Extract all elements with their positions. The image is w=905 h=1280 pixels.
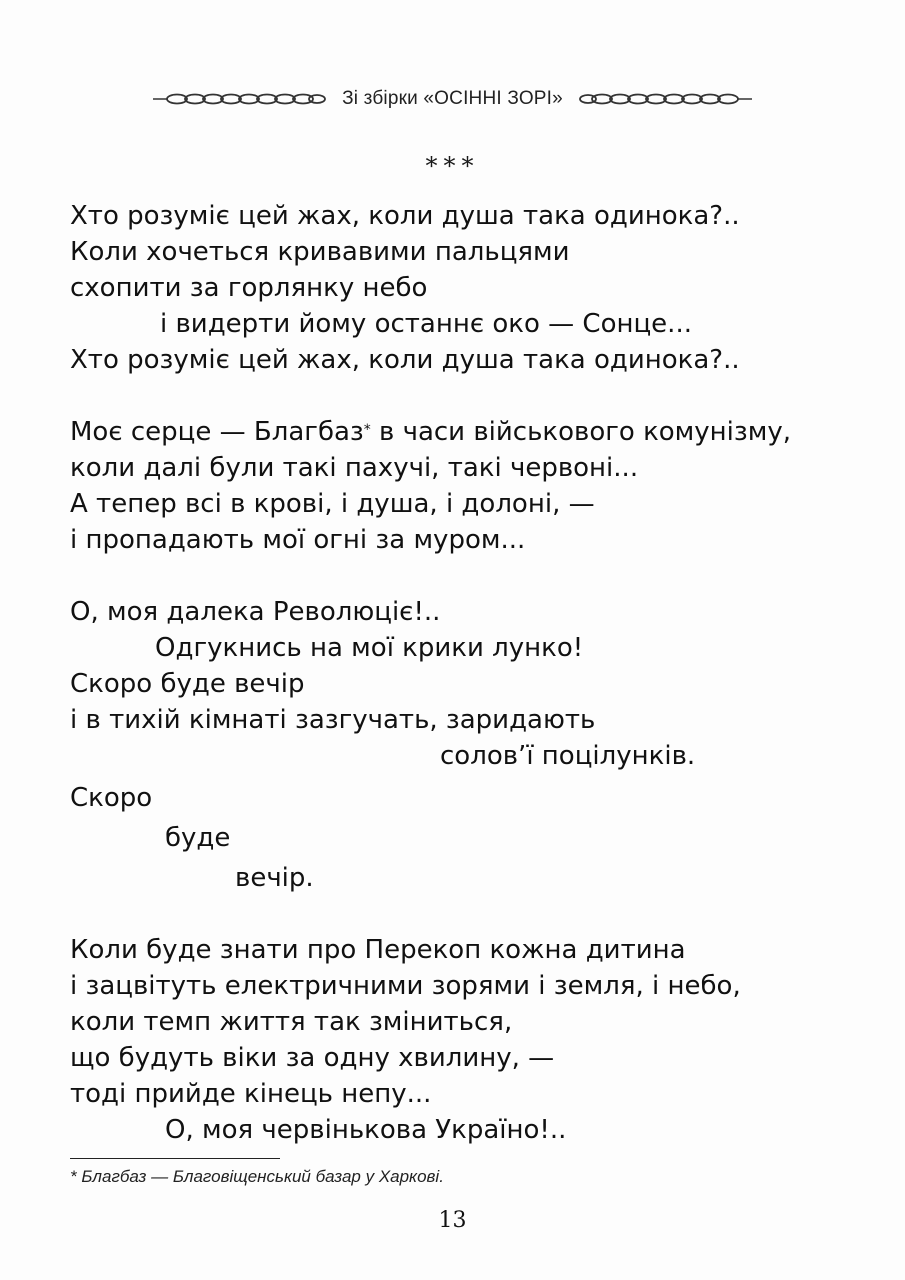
- stanza-1: [70, 198, 870, 378]
- page-number: 13: [438, 1208, 467, 1233]
- poem-line: і пропадають мої огні за муром...: [70, 525, 526, 555]
- poem-line: вечір.: [235, 863, 314, 893]
- poem-line: коли далі були такі пахучі, такі червоні...: [70, 453, 639, 483]
- poem-line: Скоро: [70, 783, 153, 813]
- footnote-divider: [70, 1158, 280, 1159]
- collection-title: Зі збірки «ОСІННІ ЗОРІ»: [342, 88, 563, 109]
- poem-line: і в тихій кімнаті зазгучать, заридають: [70, 705, 596, 735]
- poem-line: що будуть віки за одну хвилину, —: [70, 1043, 555, 1073]
- poem-line: буде: [165, 823, 231, 853]
- poem-line: Скоро буде вечір: [70, 669, 305, 699]
- poem-line: Хто розуміє цей жах, коли душа така одинока?..: [70, 345, 740, 375]
- poem-line: [70, 414, 870, 450]
- running-header: [0, 88, 905, 110]
- stanza-4: [70, 932, 870, 1148]
- poem-line: О, моя далека Революціє!..: [70, 597, 441, 627]
- poem-body: [70, 198, 870, 1184]
- stanza-2: [70, 414, 870, 558]
- poem-line: Коли буде знати про Перекоп кожна дитина: [70, 935, 686, 965]
- poem-line: Хто розуміє цей жах, коли душа така одинока?..: [70, 201, 740, 231]
- section-break-stars: ***: [425, 152, 480, 180]
- footnote-marker: *: [363, 422, 371, 438]
- poem-line: коли темп життя так зміниться,: [70, 1007, 513, 1037]
- poem-line: А тепер всі в крові, і душа, і долоні, —: [70, 489, 595, 519]
- poem-line: Одгукнись на мої крики лунко!: [155, 633, 584, 663]
- stanza-3: [70, 594, 870, 896]
- poem-line: і видерти йому останнє око — Сонце...: [160, 309, 692, 339]
- poem-line: схопити за горлянку небо: [70, 273, 428, 303]
- poem-line: О, моя червінькова Україно!..: [165, 1115, 567, 1145]
- chain-ornament-left-icon: [153, 92, 328, 106]
- poem-line-end: в часи військового комунізму,: [370, 417, 791, 447]
- poem-line: і зацвітуть електричними зорями і земля, і небо,: [70, 971, 741, 1001]
- poem-line: солов’ї поцілунків.: [440, 741, 696, 771]
- poem-line: тоді прийде кінець непу...: [70, 1079, 432, 1109]
- poem-line: Коли хочеться кривавими пальцями: [70, 237, 570, 267]
- footnote: * Благбаз — Благовіщенський базар у Харкові.: [70, 1167, 444, 1186]
- chain-ornament-right-icon: [577, 92, 752, 106]
- poem-line-start: Моє серце — Благбаз: [70, 417, 364, 447]
